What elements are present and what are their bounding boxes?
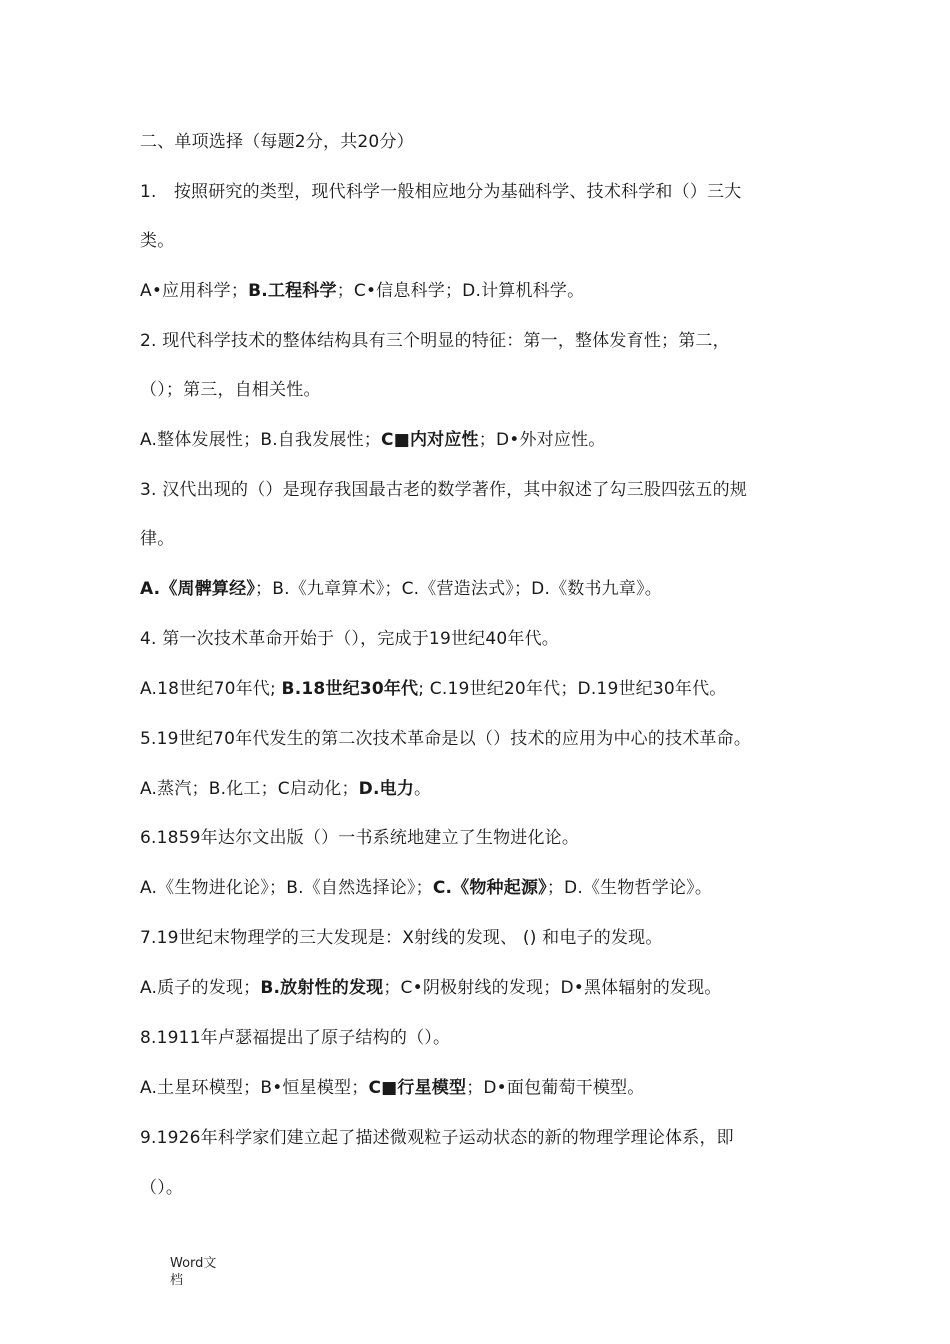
correct-answer: B.放射性的发现 [260,978,384,998]
option-text: 。 [414,779,432,799]
option-text: A.土星环模型；B•恒星模型； [140,1078,369,1098]
option-text: ；C•阴极射线的发现；D•黑体辐射的发现。 [383,978,722,998]
question-1-stem: 1. 按照研究的类型，现代科学一般相应地分为基础科学、技术科学和（）三大 [140,182,742,202]
question-2-options [140,428,830,452]
option-text: A.质子的发现； [140,978,261,998]
footer-line-2: 档 [170,1273,184,1288]
option-text: ；B.《九章算术》；C.《营造法式》；D.《数书九章》。 [255,579,662,599]
question-3-stem-continued: 律。 [140,529,175,549]
question-2-stem: 2. 现代科学技术的整体结构具有三个明显的特征：第一，整体发育性；第二， [140,331,730,351]
correct-answer: A.《周髀算经》 [140,579,256,599]
option-text: A•应用科学； [140,281,249,301]
question-3-stem: 3. 汉代出现的（）是现存我国最古老的数学著作，其中叙述了勾三股四弦五的规 [140,480,748,500]
option-text: ；D.《生物哲学论》。 [546,878,713,898]
option-text: ；C•信息科学；D.计算机科学。 [336,281,585,301]
question-8-stem: 8.1911年卢瑟福提出了原子结构的（）。 [140,1028,451,1048]
question-2-stem-continued: （）；第三，自相关性。 [140,380,321,400]
correct-answer: B.18世纪30年代 [281,679,419,699]
option-text: A.整体发展性；B.自我发展性； [140,430,382,450]
correct-answer: C.《物种起源》 [432,878,547,898]
option-text: A.《生物进化论》；B.《自然选择论》； [140,878,433,898]
option-text: ；D•面包葡萄干模型。 [466,1078,645,1098]
option-text: A.蒸汽；B.化工；C启动化； [140,779,359,799]
question-5-stem: 5.19世纪70年代发生的第二次技术革命是以（）技术的应用为中心的技术革命。 [140,729,752,749]
correct-answer: C■内对应性 [381,430,479,450]
correct-answer: D.电力 [358,779,415,799]
correct-answer: B.工程科学 [248,281,337,301]
question-7-stem: 7.19世纪末物理学的三大发现是：X射线的发现、 () 和电子的发现。 [140,928,663,948]
correct-answer: C■行星模型 [368,1078,467,1098]
question-5-options [140,777,830,801]
question-1-stem-continued: 类。 [140,231,175,251]
question-9-stem: 9.1926年科学家们建立起了描述微观粒子运动状态的新的物理学理论体系，即 [140,1128,734,1148]
option-text: ；D•外对应性。 [478,430,606,450]
question-4-options [140,677,830,701]
option-text: ; C.19世纪20年代；D.19世纪30年代。 [418,679,727,699]
page-footer [170,1255,230,1289]
footer-line-1: Word文 [170,1256,217,1271]
question-3-options [140,577,830,601]
question-1-options [140,279,830,303]
question-8-options [140,1076,830,1100]
section-title: 二、单项选择（每题2分，共20分） [140,132,414,152]
option-text: A.18世纪70年代; [140,679,282,699]
question-6-options [140,876,830,900]
question-4-stem: 4. 第一次技术革命开始于（），完成于19世纪40年代。 [140,629,559,649]
question-6-stem: 6.1859年达尔文出版（）一书系统地建立了生物进化论。 [140,828,580,848]
question-7-options [140,976,830,1000]
question-9-stem-continued: （）。 [140,1178,184,1198]
